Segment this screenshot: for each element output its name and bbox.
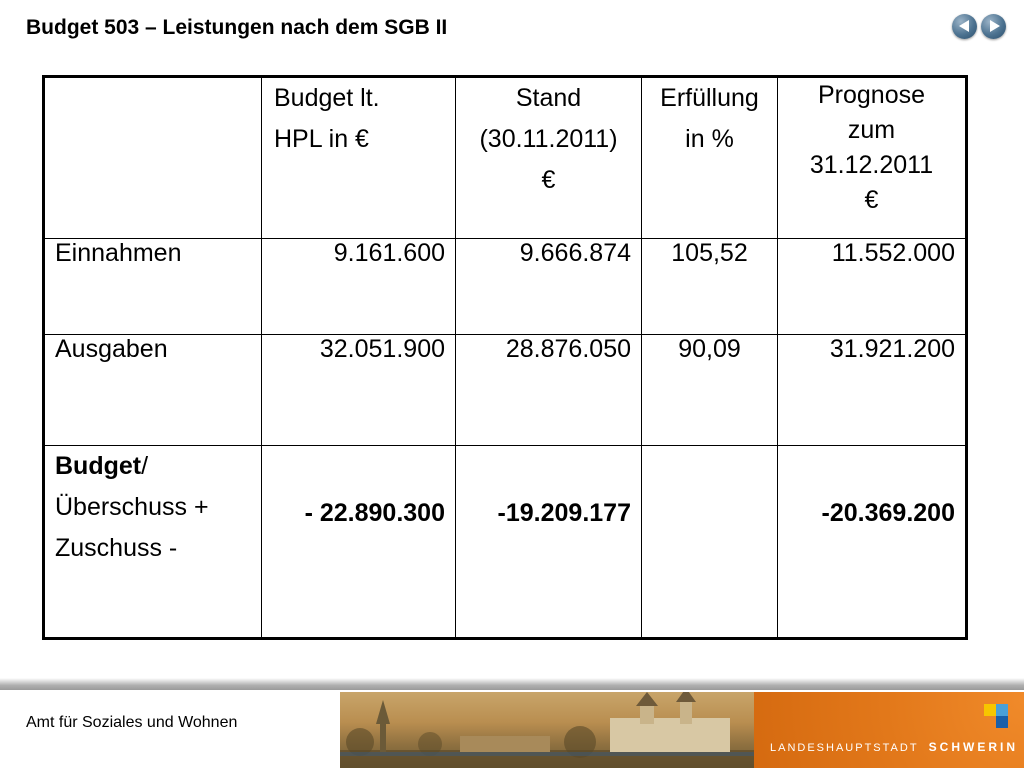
header-empty [44,77,262,239]
cell-budget-total: - 22.890.300 [262,446,456,639]
cell-stand-total: -19.209.177 [456,446,642,639]
city-prefix: LANDESHAUPTSTADT [770,742,919,754]
cell-budget: 32.051.900 [262,335,456,446]
city-brand-text [770,740,1018,754]
cell-erfuellung: 90,09 [642,335,778,446]
cell-stand: 9.666.874 [456,239,642,335]
slide-navigation [952,14,1006,39]
cell-prognose: 31.921.200 [778,335,967,446]
footer-divider [0,678,1024,690]
castle-skyline-image [340,692,754,768]
table-row-ausgaben [44,335,967,446]
cell-erfuellung: 105,52 [642,239,778,335]
logo-square-darkblue [996,716,1008,728]
header-prognose-line4: € [864,186,879,214]
cell-prognose-total: -20.369.200 [778,446,967,639]
arrow-left-icon [959,20,969,32]
budget-table [42,75,968,640]
row-label: Ausgaben [44,335,262,446]
header-budget-line1: Budget lt. [274,84,380,112]
slide-title: Budget 503 – Leistungen nach dem SGB II [26,16,448,39]
header-prognose [778,77,967,239]
row-label-budget [44,446,262,639]
budget-label-bold: Budget [55,452,142,480]
arrow-right-icon [990,20,1000,32]
budget-label-slash: / [141,452,149,480]
footer-department: Amt für Soziales und Wohnen [26,714,238,731]
header-stand-line2: (30.11.2011) [479,125,618,153]
footer-city-photo [340,692,754,768]
budget-label-line2: Überschuss + [55,493,209,521]
row-label: Einnahmen [44,239,262,335]
header-budget-line2: HPL in € [274,125,369,153]
cell-stand: 28.876.050 [456,335,642,446]
table-row-budget [44,446,967,639]
logo-square-blue [996,704,1008,716]
city-name: SCHWERIN [928,740,1019,754]
cell-erfuellung-total [642,446,778,639]
header-prognose-line3: 31.12.2011 [809,151,934,179]
header-prognose-line2: zum [847,116,896,144]
header-prognose-line1: Prognose [817,81,926,109]
logo-square-yellow [984,704,996,716]
previous-slide-button[interactable] [952,14,977,39]
header-stand [456,77,642,239]
header-erfuellung [642,77,778,239]
header-stand-line1: Stand [515,84,582,112]
header-budget [262,77,456,239]
header-erfuellung-line2: in % [685,125,734,153]
city-brand-panel [754,692,1024,768]
header-erfuellung-line1: Erfüllung [660,84,759,112]
table-header-row [44,77,967,239]
budget-label-line3: Zuschuss - [55,534,178,562]
cell-budget: 9.161.600 [262,239,456,335]
next-slide-button[interactable] [981,14,1006,39]
schwerin-logo-icon [984,704,1010,730]
budget-label-line1 [55,446,251,487]
header-stand-line3: € [541,166,556,194]
cell-prognose: 11.552.000 [778,239,967,335]
table-row-einnahmen [44,239,967,335]
